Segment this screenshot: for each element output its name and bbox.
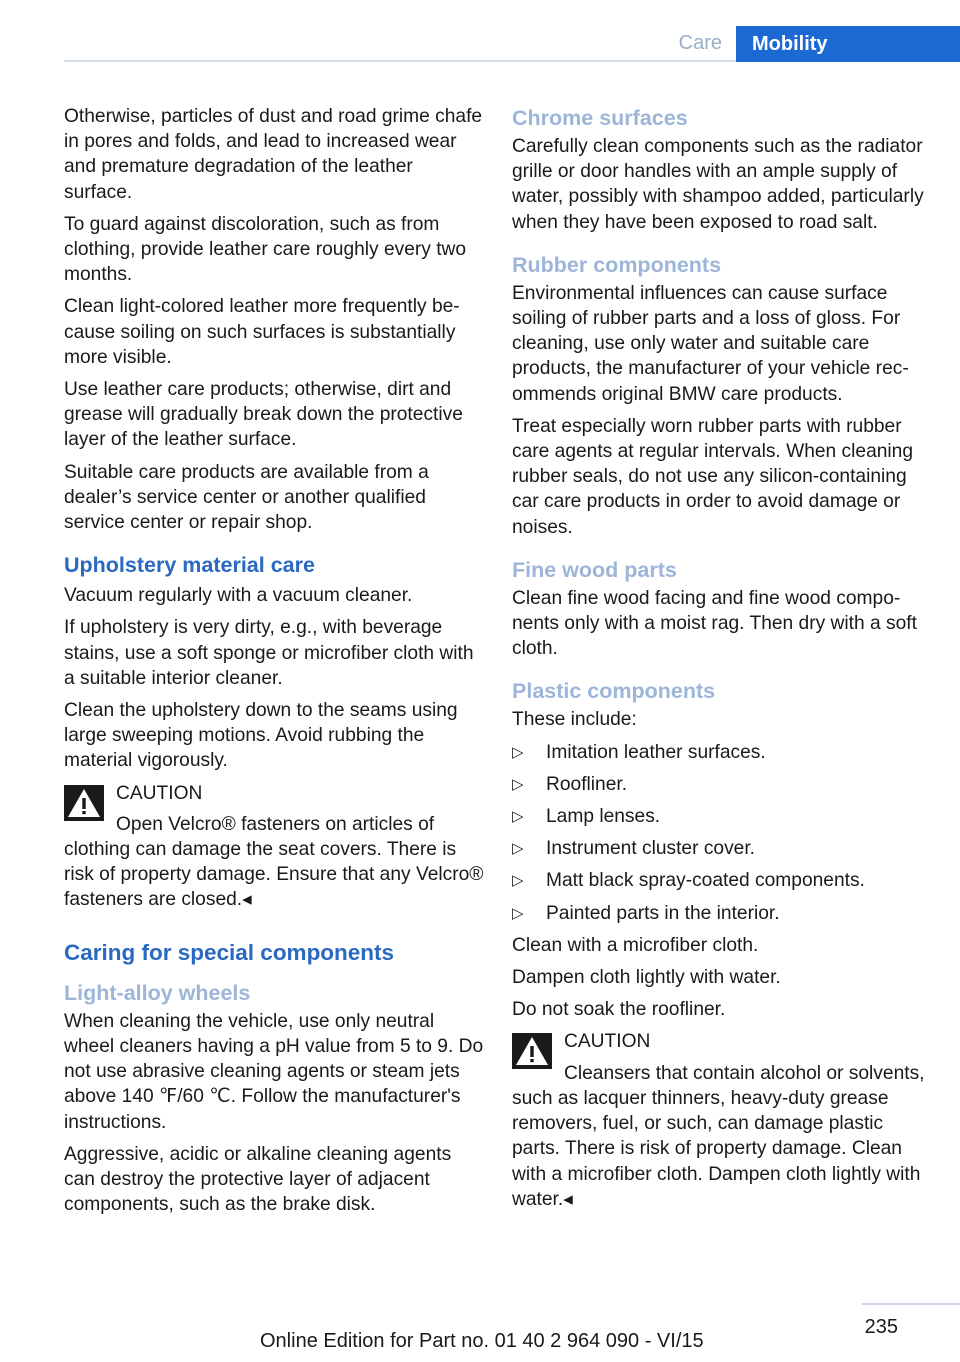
leather-paragraph-5: Suitable care products are available from a dealer’s service center or another qualified service center or repair shop. (64, 461, 429, 534)
upholstery-paragraph-2: If upholstery is very dirty, e.g., with beverage stains, use a soft sponge or microfiber cloth with a suitable interior cleaner. (64, 617, 474, 689)
page-number: 235 (864, 1316, 898, 1338)
leather-paragraph-2: To guard against discoloration, such as from clothing, provide leather care roughly every two months. (64, 213, 467, 286)
bullet-arrow-icon: ▷ (512, 904, 524, 922)
light-alloy-paragraph-1: When cleaning the vehicle, use only neutral wheel cleaners having a pH value from 5 to 9. Do not use abrasive cleaning agents or steam jets above 140 ℉/60 ℃. Follow the manufacturer's instructions. (64, 1010, 484, 1133)
list-item: ▷ Matt black spray-coated components. (512, 868, 936, 893)
plastic-paragraph-1: Clean with a microfiber cloth. (512, 934, 759, 956)
plastic-paragraph-2: Dampen cloth lightly with water. (512, 967, 781, 989)
warning-triangle-icon (64, 785, 104, 821)
warning-triangle-icon (512, 1033, 552, 1069)
caution-velcro (64, 781, 484, 913)
list-item: ▷ Lamp lenses. (512, 804, 936, 829)
bullet-arrow-icon: ▷ (512, 808, 524, 826)
leather-paragraph-1: Otherwise, particles of dust and road grime chafe in pores and folds, and lead to increased wear and premature degradation of the leather surface. (64, 106, 483, 203)
caution-title: CAUTION (116, 782, 203, 804)
fine-wood-paragraph: Clean fine wood facing and fine wood components only with a moist rag. Then dry with a soft cloth. (512, 587, 917, 660)
plastic-components-heading: Plastic components (512, 679, 716, 704)
plastic-paragraph-3: Do not soak the roofliner. (512, 999, 726, 1021)
caution-cleansers (512, 1029, 936, 1211)
upholstery-heading: Upholstery material care (64, 553, 315, 578)
chrome-paragraph: Carefully clean components such as the radiator grille or door handles with an ample supply of water, possibly with shampoo added, particularly when they have been exposed to road salt. (512, 136, 924, 233)
leather-paragraph-4: Use leather care products; otherwise, dirt and grease will gradually break down the protective layer of the leather surface. (64, 379, 463, 451)
leather-paragraph-3: Clean light-colored leather more frequently because soiling on such surfaces is substantially more visible. (64, 296, 460, 368)
fine-wood-heading: Fine wood parts (512, 557, 677, 582)
list-item: ▷ Roofliner. (512, 772, 936, 797)
list-item: ▷ Imitation leather surfaces. (512, 740, 936, 765)
bullet-arrow-icon: ▷ (512, 872, 524, 890)
rubber-paragraph-1: Environmental influences can cause surface soiling of rubber parts and a loss of gloss. For cleaning, use only water and suitable care products, the manufacturer of your vehicle recommends original BMW care products. (512, 282, 909, 405)
upholstery-paragraph-1: Vacuum regularly with a vacuum cleaner. (64, 585, 413, 607)
bullet-arrow-icon: ▷ (512, 743, 524, 761)
light-alloy-paragraph-2: Aggressive, acidic or alkaline cleaning agents can destroy the protective layer of adjacent components, such as the brake disk. (64, 1143, 452, 1216)
caution-text: Cleansers that contain alcohol or solvents, such as lacquer thinners, heavy-duty grease removers, fuel, or such, can damage plastic parts. There is risk of property damage. Clean with a microfiber cloth. Dampen cloth lightly with water.◂ (512, 1062, 925, 1210)
bullet-arrow-icon: ▷ (512, 840, 524, 858)
rubber-paragraph-2: Treat especially worn rubber parts with rubber care agents at regular intervals. When cleaning rubber seals, do not use any silicon-containing car care products in order to avoid damage or noises. (512, 415, 914, 538)
light-alloy-wheels-heading: Light-alloy wheels (64, 980, 251, 1005)
edition-footer: Online Edition for Part no. 01 40 2 964 090 - VI/15 (260, 1330, 704, 1352)
caution-title: CAUTION (564, 1031, 651, 1053)
caution-text: Open Velcro® fasteners on articles of clothing can damage the seat covers. There is risk of property damage. Ensure that any Velcro® fasteners are closed.◂ (64, 813, 484, 911)
rubber-components-heading: Rubber components (512, 252, 722, 277)
plastic-list (512, 740, 936, 926)
section-tab-mobility: Mobility (736, 26, 960, 62)
bullet-arrow-icon: ▷ (512, 775, 524, 793)
plastic-intro: These include: (512, 709, 637, 731)
special-components-heading: Caring for special components (64, 939, 395, 965)
list-item: ▷ Instrument cluster cover. (512, 836, 936, 861)
chrome-surfaces-heading: Chrome surfaces (512, 106, 688, 130)
footer-rule (862, 1303, 960, 1305)
section-tab-care: Care (678, 32, 722, 54)
list-item: ▷ Painted parts in the interior. (512, 901, 936, 926)
right-column (512, 104, 936, 1224)
upholstery-paragraph-3: Clean the upholstery down to the seams using large sweeping motions. Avoid rubbing the material vigorously. (64, 700, 458, 772)
left-column (64, 104, 484, 1224)
